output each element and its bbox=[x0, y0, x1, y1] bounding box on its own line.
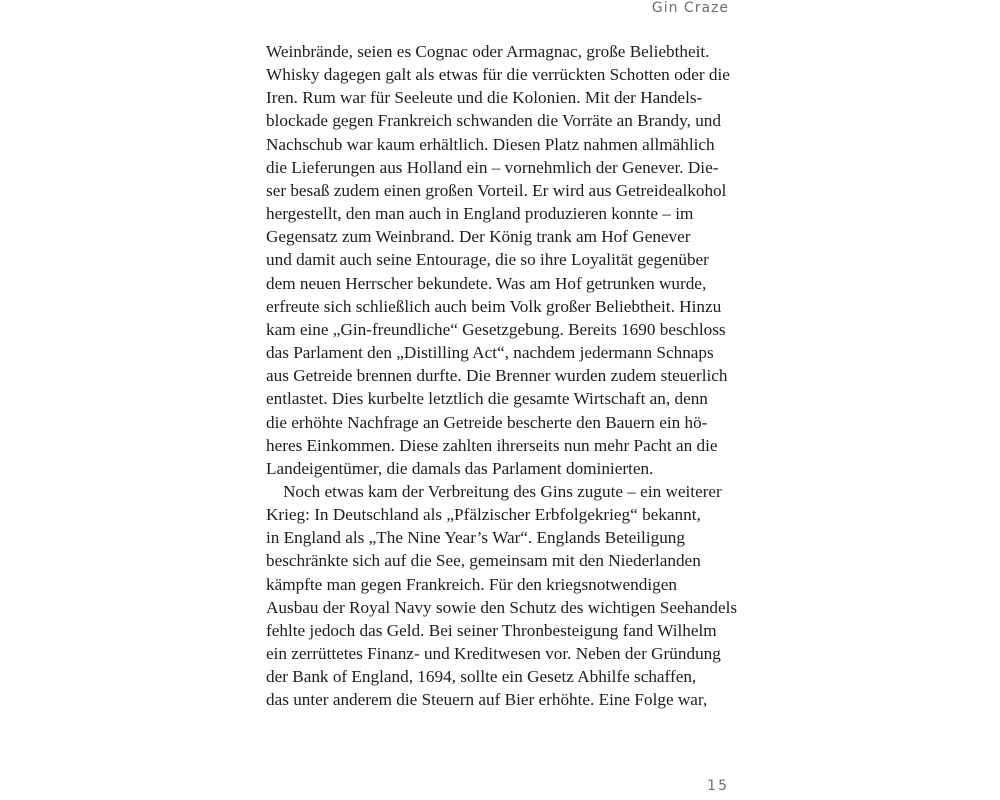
text-line: Noch etwas kam der Verbreitung des Gins zugute – ein weiterer bbox=[283, 481, 722, 501]
text-line: ser besaß zudem einen großen Vorteil. Er wird aus Getreidealkohol bbox=[266, 180, 727, 200]
text-line: die erhöhte Nachfrage an Getreide bescherte den Bauern ein hö- bbox=[266, 412, 708, 432]
text-line: Ausbau der Royal Navy sowie den Schutz des wichtigen Seehandels bbox=[266, 597, 738, 617]
text-line: Weinbrände, seien es Cognac oder Armagnac, große Beliebtheit. bbox=[266, 42, 710, 61]
text-line: fehlte jedoch das Geld. Bei seiner Thronbesteigung fand Wilhelm bbox=[266, 620, 717, 640]
text-line: der Bank of England, 1694, sollte ein Gesetz Abhilfe schaffen, bbox=[266, 667, 697, 687]
text-line: beschränkte sich auf die See, gemeinsam mit den Niederlanden bbox=[266, 551, 701, 571]
text-line: und damit auch seine Entourage, die so ihre Loyalität gegenüber bbox=[266, 250, 709, 270]
paragraph-2 bbox=[266, 480, 736, 712]
text-line: hergestellt, den man auch in England produzieren konnte – im bbox=[266, 204, 694, 224]
text-line: das unter anderem die Steuern auf Bier erhöhte. Eine Folge war, bbox=[266, 690, 708, 710]
page-number: 15 bbox=[707, 778, 729, 794]
text-line: Whisky dagegen galt als etwas für die verrückten Schotten oder die bbox=[266, 65, 730, 85]
text-line: kämpfte man gegen Frankreich. Für den kriegsnotwendigen bbox=[266, 574, 677, 594]
text-line: Gegensatz zum Weinbrand. Der König trank am Hof Genever bbox=[266, 227, 691, 247]
text-line: Iren. Rum war für Seeleute und die Kolonien. Mit der Handels- bbox=[266, 88, 703, 108]
text-line: dem neuen Herrscher bekundete. Was am Hof getrunken wurde, bbox=[266, 273, 707, 293]
running-header-title: Gin Craze bbox=[651, 0, 729, 16]
paragraph-1 bbox=[266, 40, 736, 480]
text-line: kam eine „Gin-freundliche“ Gesetzgebung. Bereits 1690 beschloss bbox=[266, 319, 726, 339]
text-line: blockade gegen Frankreich schwanden die Vorräte an Brandy, und bbox=[266, 111, 721, 131]
body-text bbox=[266, 40, 736, 712]
text-line: Landeigentümer, die damals das Parlament dominierten. bbox=[266, 458, 654, 478]
text-line: ein zerrüttetes Finanz- und Kreditwesen vor. Neben der Gründung bbox=[266, 644, 721, 664]
text-line: Krieg: In Deutschland als „Pfälzischer Erbfolgekrieg“ bekannt, bbox=[266, 505, 701, 525]
text-line: in England als „The Nine Year’s War“. Englands Beteiligung bbox=[266, 528, 685, 548]
text-line: die Lieferungen aus Holland ein – vornehmlich der Genever. Die- bbox=[266, 157, 719, 177]
text-line: das Parlament den „Distilling Act“, nachdem jedermann Schnaps bbox=[266, 343, 714, 363]
text-line: erfreute sich schließlich auch beim Volk großer Beliebtheit. Hinzu bbox=[266, 296, 722, 316]
text-line: Nachschub war kaum erhältlich. Diesen Platz nahmen allmählich bbox=[266, 134, 715, 154]
text-line: entlastet. Dies kurbelte letztlich die gesamte Wirtschaft an, denn bbox=[266, 389, 708, 409]
text-line: heres Einkommen. Diese zahlten ihrerseits nun mehr Pacht an die bbox=[266, 435, 718, 455]
text-line: aus Getreide brennen durfte. Die Brenner wurden zudem steuerlich bbox=[266, 366, 728, 386]
